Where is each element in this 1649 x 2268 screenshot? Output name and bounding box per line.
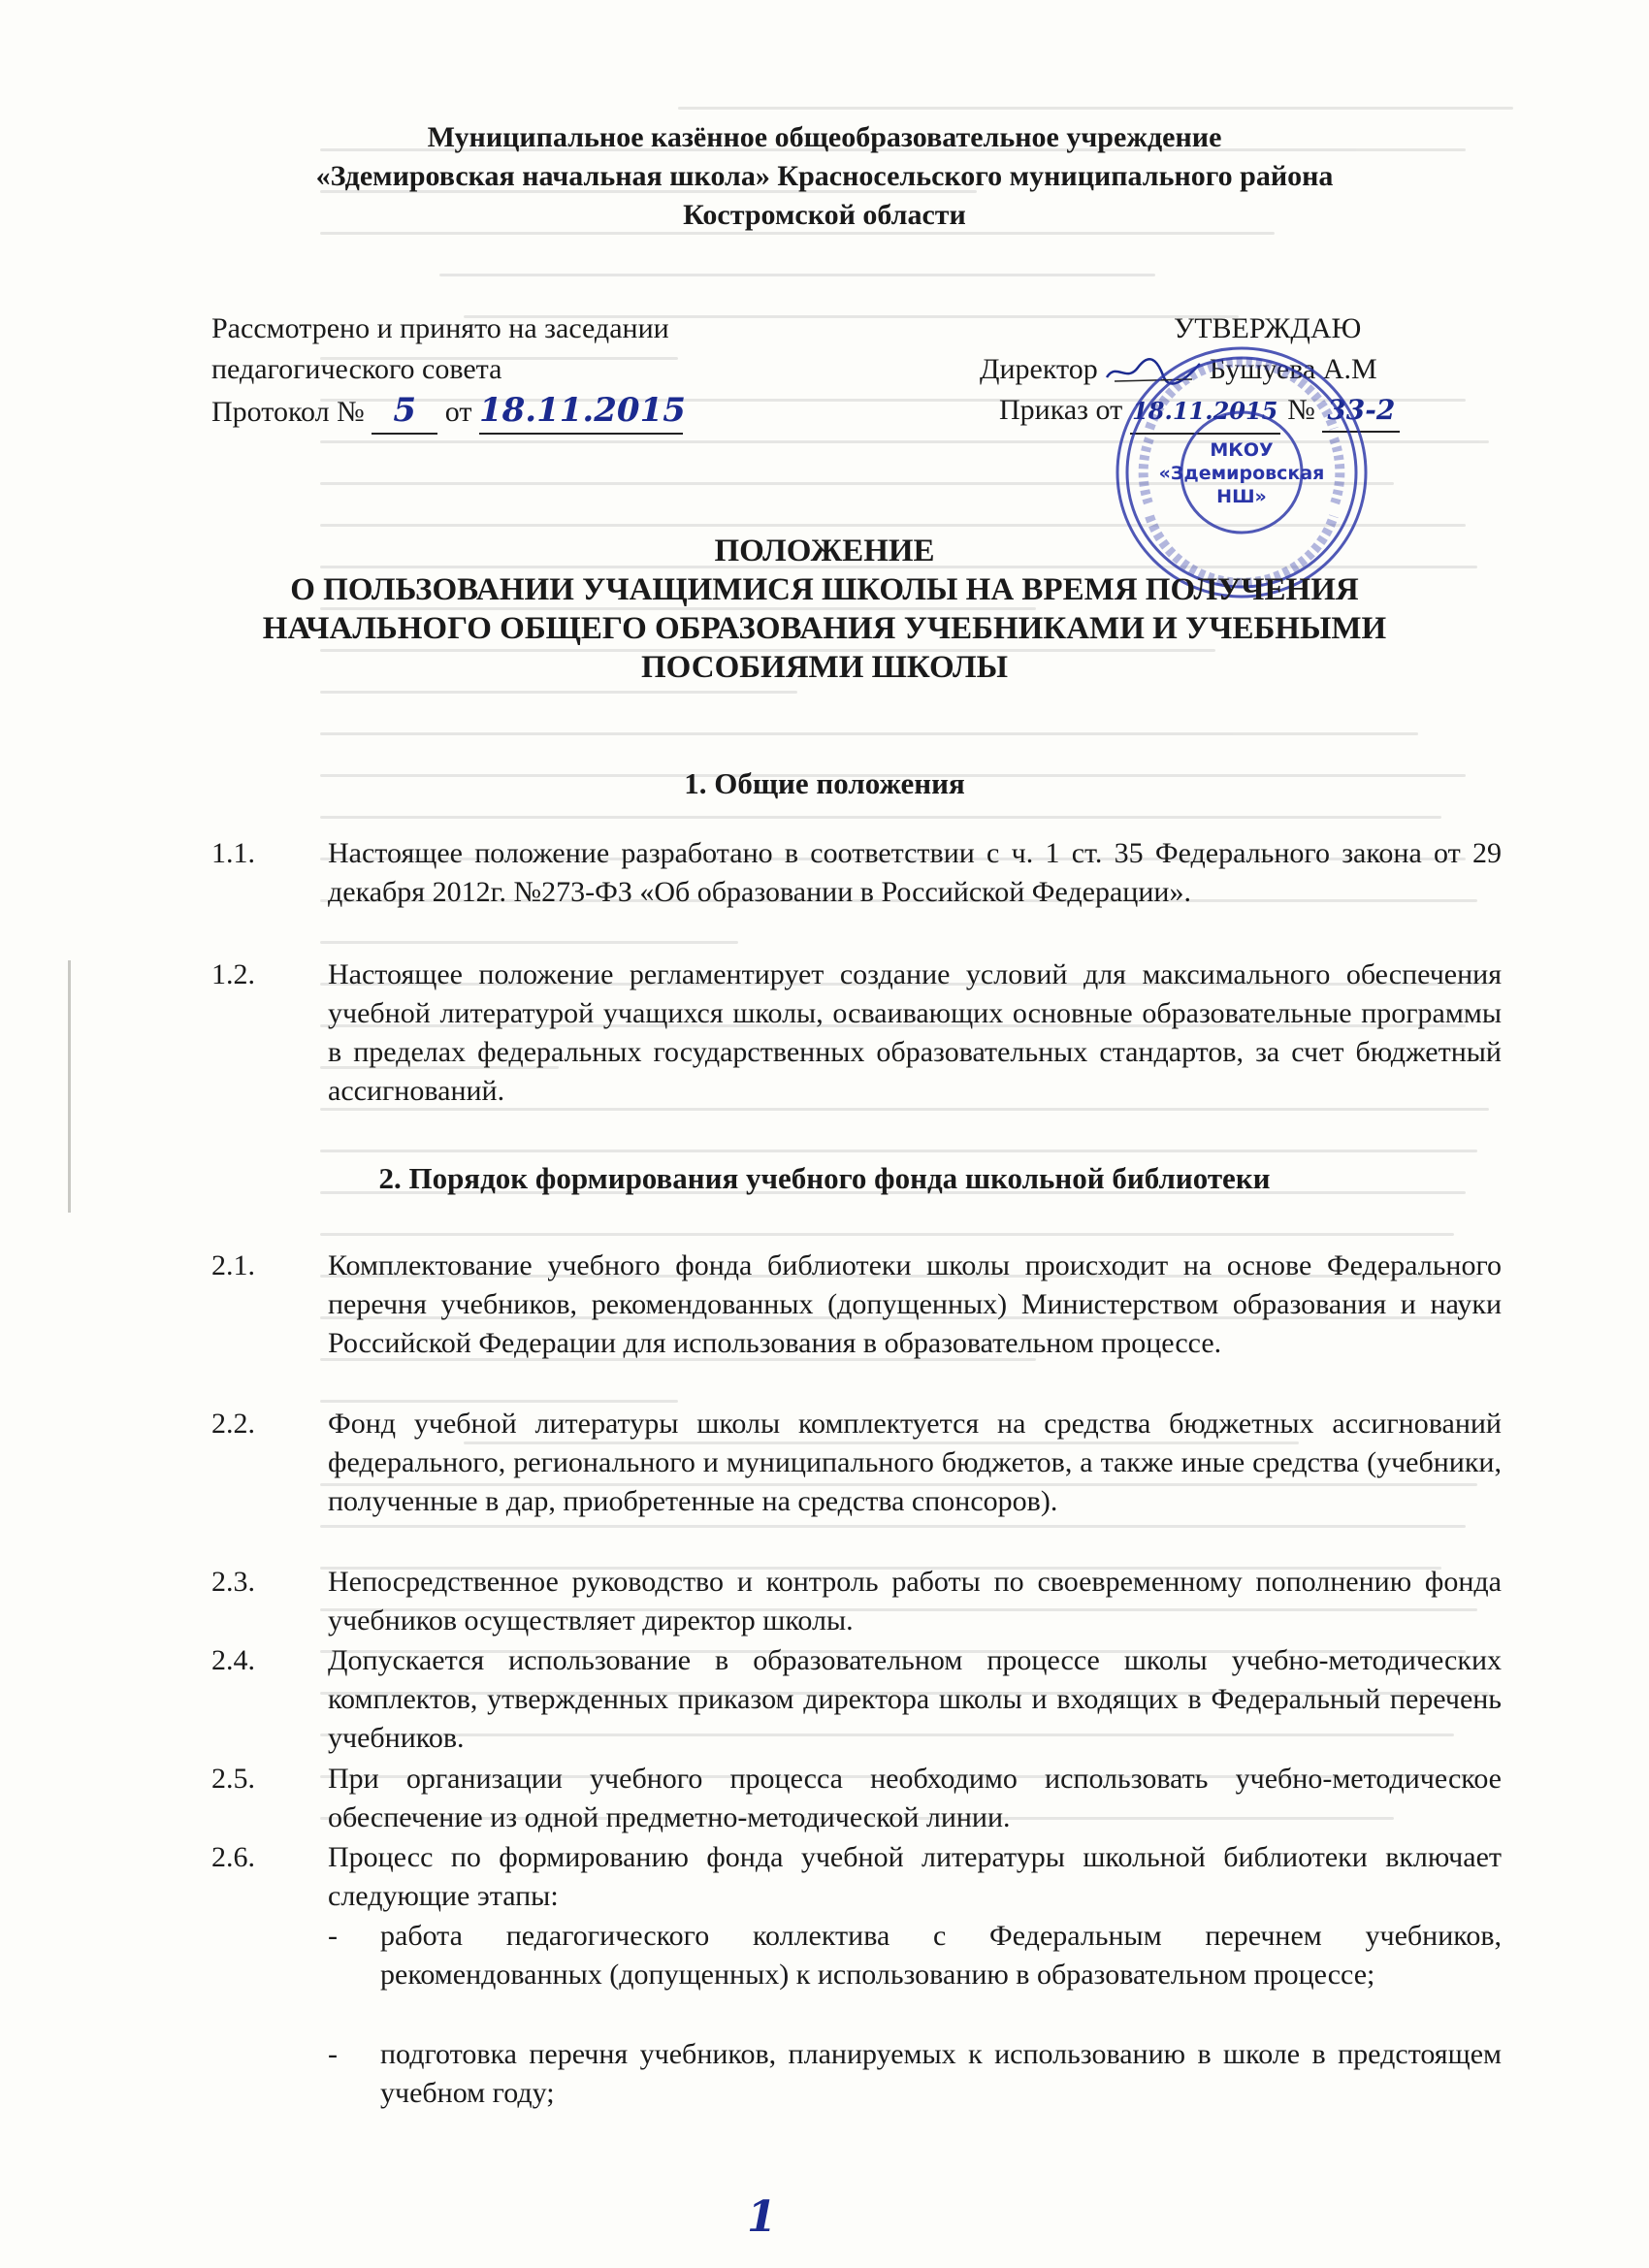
clause-text: Процесс по формированию фонда учебной литературы школьной библиотеки включает следующие этапы: xyxy=(328,1841,1502,1912)
clause-1-1 xyxy=(211,834,1502,912)
approval-left-block xyxy=(211,308,686,435)
clause-number: 2.5. xyxy=(211,1763,255,1795)
protocol-line xyxy=(211,390,686,435)
approval-left-line-2: педагогического совета xyxy=(211,353,502,385)
director-label: Директор xyxy=(980,353,1098,385)
page-number: 1 xyxy=(747,2192,777,2242)
list-text: подготовка перечня учебников, планируемых к использованию в школе в предстоящем учебном году; xyxy=(380,2038,1502,2109)
list-item-2-6-b xyxy=(328,2035,1502,2113)
clause-2-6 xyxy=(211,1838,1502,1916)
director-name: Бушуева А.М xyxy=(1209,353,1377,385)
protocol-date-field xyxy=(478,390,686,435)
title-line-3: НАЧАЛЬНОГО ОБЩЕГО ОБРАЗОВАНИЯ УЧЕБНИКАМИ И УЧЕБНЫМИ xyxy=(262,611,1387,646)
header-line-1: Муниципальное казённое общеобразовательное учреждение xyxy=(427,121,1222,153)
title-line-4: ПОСОБИЯМИ ШКОЛЫ xyxy=(641,650,1008,685)
protocol-label: Протокол № xyxy=(211,396,365,428)
title-line-2: О ПОЛЬЗОВАНИИ УЧАЩИМИСЯ ШКОЛЫ НА ВРЕМЯ ПОЛУЧЕНИЯ xyxy=(290,572,1359,607)
order-label: Приказ от xyxy=(999,394,1123,426)
approval-left-line-1: Рассмотрено и принято на заседании xyxy=(211,312,669,344)
stamp-line-1: МКОУ xyxy=(1210,439,1274,461)
clause-number: 2.3. xyxy=(211,1566,255,1598)
protocol-date: 18.11.2015 xyxy=(478,391,686,430)
clause-2-1 xyxy=(211,1247,1502,1363)
section-1-heading: 1. Общие положения xyxy=(684,766,965,800)
clause-number: 2.2. xyxy=(211,1408,255,1440)
list-dash: - xyxy=(328,1920,338,1952)
protocol-number: 5 xyxy=(393,391,417,430)
section-2-heading: 2. Порядок формирования учебного фонда школьной библиотеки xyxy=(378,1161,1271,1195)
clause-text: Допускается использование в образовательном процессе школы учебно-методических комплектов, утвержденных приказом директора школы и входящих в Федеральный перечень учебников. xyxy=(328,1644,1502,1754)
clause-text: Комплектование учебного фонда библиотеки школы происходит на основе Федерального перечня учебников, рекомендованных (допущенных) Министерством образования и науки Российской Федерации для использования в образовательном процессе. xyxy=(328,1249,1502,1359)
stamp-line-3: НШ» xyxy=(1216,486,1267,507)
document-title xyxy=(233,532,1416,687)
stamp-line-2: «Здемировская xyxy=(1158,463,1325,484)
clause-2-5 xyxy=(211,1760,1502,1837)
clause-1-2 xyxy=(211,956,1502,1111)
list-item-2-6-a xyxy=(328,1917,1502,1994)
header-line-2: «Здемировская начальная школа» Красносельского муниципального района xyxy=(315,160,1334,192)
from-label: от xyxy=(444,396,472,428)
clause-text: Настоящее положение разработано в соответствии с ч. 1 ст. 35 Федерального закона от 29 декабря 2012г. №273-ФЗ «Об образовании в Российской Федерации». xyxy=(328,837,1502,908)
approve-title: УТВЕРЖДАЮ xyxy=(1173,312,1362,344)
title-line-1: ПОЛОЖЕНИЕ xyxy=(714,534,935,568)
clause-number: 2.1. xyxy=(211,1249,255,1281)
clause-text: Непосредственное руководство и контроль работы по своевременному пополнению фонда учебников осуществляет директор школы. xyxy=(328,1566,1502,1636)
clause-number: 1.2. xyxy=(211,958,255,990)
protocol-number-field xyxy=(372,390,437,435)
order-date: 18.11.2015 xyxy=(1132,397,1278,425)
clause-2-2 xyxy=(211,1405,1502,1521)
institution-header xyxy=(233,118,1416,235)
clause-number: 2.6. xyxy=(211,1841,255,1873)
clause-2-4 xyxy=(211,1641,1502,1758)
header-line-3: Костромской области xyxy=(683,199,966,231)
order-number: 33-2 xyxy=(1327,394,1396,426)
clause-text: Настоящее положение регламентирует создание условий для максимального обеспечения учебной литературой учащихся школы, осваивающих основные образовательные программы в пределах федеральных государственных образовательных стандартов, за счет бюджетный ассигнований. xyxy=(328,958,1502,1107)
list-dash: - xyxy=(328,2038,338,2070)
clause-number: 1.1. xyxy=(211,837,255,869)
clause-text: Фонд учебной литературы школы комплектуется на средства бюджетных ассигнований федерального, регионального и муниципального бюджетов, а также иные средства (учебники, полученные в дар, приобретенные на средства спонсоров). xyxy=(328,1408,1502,1517)
scan-edge-mark xyxy=(68,960,71,1213)
order-no-label: № xyxy=(1287,394,1315,426)
list-text: работа педагогического коллектива с Федеральным перечнем учебников, рекомендованных (допущенных) к использованию в образовательном процессе; xyxy=(380,1920,1502,1991)
clause-number: 2.4. xyxy=(211,1644,255,1676)
clause-text: При организации учебного процесса необходимо использовать учебно-методическое обеспечение из одной предметно-методической линии. xyxy=(328,1763,1502,1833)
clause-2-3 xyxy=(211,1563,1502,1640)
